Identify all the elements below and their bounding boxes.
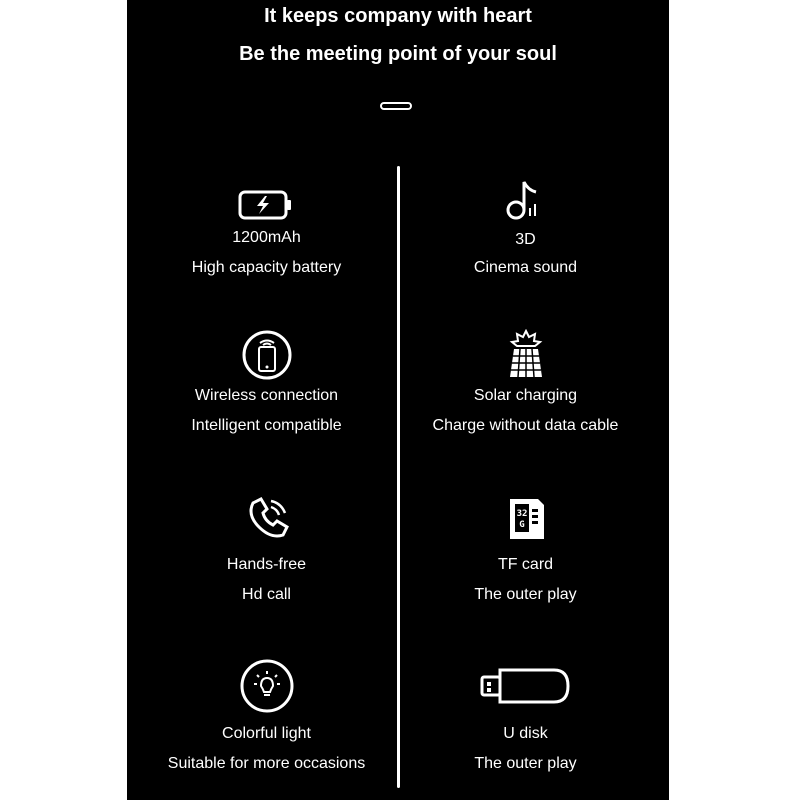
music-note-icon: [390, 174, 661, 226]
feature-title: Solar charging: [473, 387, 578, 404]
feature-title: U disk: [503, 725, 548, 742]
wireless-phone-icon: [131, 330, 402, 380]
solar-panel-icon: [390, 330, 661, 380]
tf-card-icon: [390, 493, 661, 545]
feature-tf-card: [390, 493, 661, 608]
feature-subtitle: The outer play: [474, 755, 577, 772]
feature-subtitle: Charge without data cable: [432, 417, 619, 434]
feature-title: 3D: [515, 231, 536, 248]
headline-line-2: Be the meeting point of your soul: [239, 43, 557, 65]
feature-subtitle: Intelligent compatible: [191, 417, 342, 434]
feature-hands-free: [131, 493, 402, 608]
feature-sound: [390, 176, 661, 286]
feature-wireless: [131, 330, 402, 445]
feature-title: Colorful light: [222, 725, 311, 742]
phone-call-icon: [131, 493, 402, 545]
light-bulb-icon: [131, 660, 402, 712]
feature-title: TF card: [497, 556, 554, 573]
feature-solar: [390, 330, 661, 445]
feature-subtitle: Cinema sound: [473, 259, 578, 276]
feature-subtitle: High capacity battery: [191, 259, 342, 276]
feature-subtitle: The outer play: [474, 586, 577, 603]
feature-light: [131, 660, 402, 775]
feature-panel: [127, 0, 669, 800]
feature-title: Wireless connection: [194, 387, 339, 404]
feature-battery: [131, 176, 402, 286]
feature-title: 1200mAh: [232, 229, 301, 246]
svg-text:G: G: [518, 520, 525, 530]
decorative-pill: [380, 102, 412, 110]
feature-u-disk: [390, 660, 661, 775]
feature-subtitle: Suitable for more occasions: [167, 755, 366, 772]
usb-disk-icon: [390, 660, 661, 712]
svg-text:32: 32: [516, 509, 527, 519]
battery-icon: [131, 176, 402, 228]
headline-line-1: It keeps company with heart: [264, 5, 532, 27]
feature-title: Hands-free: [226, 556, 307, 573]
feature-subtitle: Hd call: [242, 586, 291, 603]
